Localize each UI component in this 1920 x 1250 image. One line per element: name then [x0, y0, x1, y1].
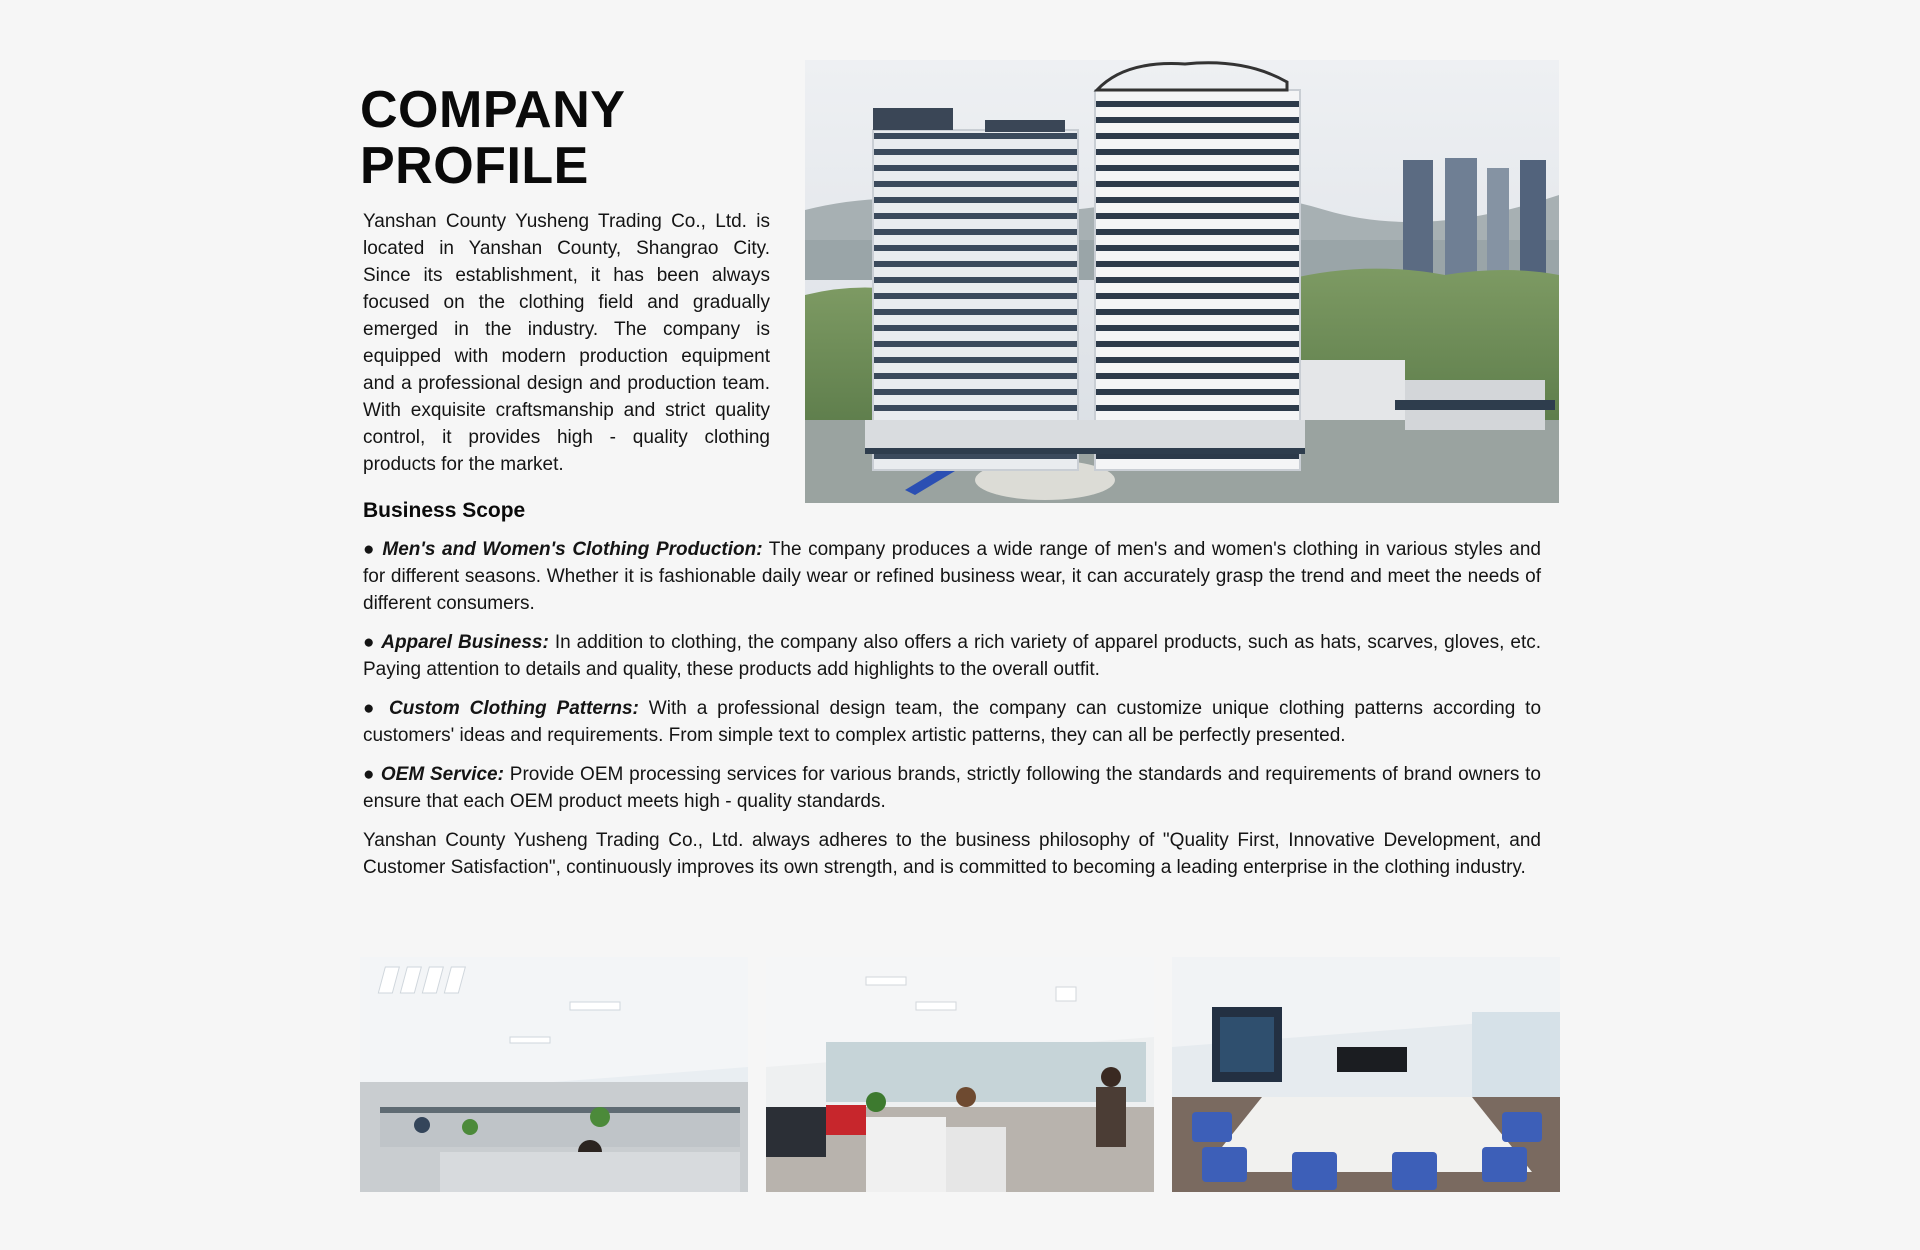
scope-item-clothing-production [363, 536, 1541, 617]
open-office-workstations-photo [360, 957, 748, 1192]
business-scope-heading: Business Scope [363, 499, 526, 522]
scope-item-term: Apparel Business: [381, 632, 549, 653]
scope-item-text: With a professional design team, the company can customize unique clothing patterns according to customers' ideas and requirements. From simple text to complex artistic patterns, they can all be perfectly presented. [363, 698, 1542, 746]
page-title-line-1: COMPANY [360, 81, 626, 139]
open-office-illustration [360, 957, 748, 1192]
scope-item-text: Provide OEM processing services for various brands, strictly following the standards and requirements of brand owners to ensure that each OEM product meets high - quality standards. [363, 764, 1541, 812]
bullet-icon: ● [363, 698, 380, 719]
scope-item-term: Men's and Women's Clothing Production: [382, 539, 763, 560]
scope-item-apparel-business [363, 629, 1541, 683]
office-staff-illustration [766, 957, 1154, 1192]
conference-room-illustration [1172, 957, 1560, 1192]
office-staff-at-desks-photo [766, 957, 1154, 1192]
intro-paragraph: Yanshan County Yusheng Trading Co., Ltd. is located in Yanshan County, Shangrao City. Since its establishment, it has been always focused on the clothing field and gradually emerged in the industry. The company is equipped with modern production equipment and a professional design and production team. With exquisite craftsmanship and strict quality control, it provides high - quality clothing products for the market. [363, 211, 770, 475]
page-title [360, 82, 760, 194]
bullet-icon: ● [363, 764, 376, 785]
office-photo-gallery [360, 957, 1560, 1192]
headquarters-towers-illustration [805, 60, 1559, 503]
headquarters-towers-photo [805, 60, 1559, 503]
business-scope-list [363, 536, 1541, 893]
bullet-icon: ● [363, 632, 376, 653]
scope-item-text: In addition to clothing, the company also offers a rich variety of apparel products, such as hats, scarves, gloves, etc. Paying attention to details and quality, these products add highlights to the overall outfit. [363, 632, 1542, 680]
conference-room-photo [1172, 957, 1560, 1192]
scope-item-oem-service [363, 761, 1541, 815]
bullet-icon: ● [363, 539, 376, 560]
closing-paragraph: Yanshan County Yusheng Trading Co., Ltd. always adheres to the business philosophy of "Quality First, Innovative Development, and Customer Satisfaction", continuously improves its own strength, and is committed to becoming a leading enterprise in the clothing industry. [363, 830, 1541, 878]
scope-item-text: The company produces a wide range of men's and women's clothing in various styles and for different seasons. Whether it is fashionable daily wear or refined business wear, it can accurately grasp the trend and meet the needs of different consumers. [363, 539, 1541, 614]
scope-item-term: OEM Service: [380, 764, 504, 785]
scope-item-custom-patterns [363, 695, 1541, 749]
page-title-line-2: PROFILE [360, 137, 589, 195]
scope-item-term: Custom Clothing Patterns: [389, 698, 639, 719]
